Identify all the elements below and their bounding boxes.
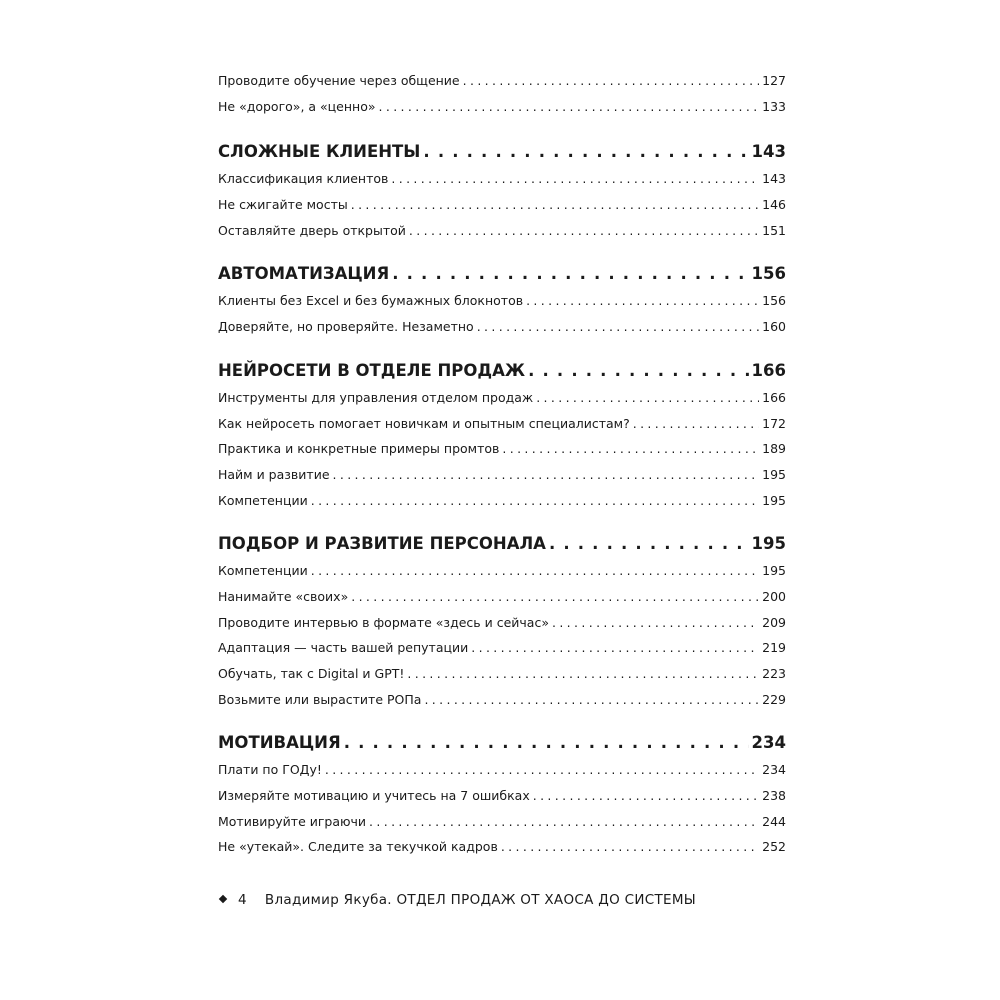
dot-leader <box>463 68 760 94</box>
toc-entry-page: 244 <box>762 813 786 829</box>
diamond-bullet-icon <box>219 895 227 903</box>
dot-leader <box>351 192 759 218</box>
toc-entry[interactable] <box>218 436 786 462</box>
toc-entry[interactable] <box>218 94 786 120</box>
toc-entry[interactable] <box>218 288 786 314</box>
toc-entry-page: 238 <box>762 788 786 804</box>
chapter-page: 166 <box>751 360 786 380</box>
dot-leader <box>526 288 759 314</box>
toc-entry[interactable] <box>218 757 786 783</box>
toc-entry-page: 133 <box>762 98 786 114</box>
toc-entry-title: Проводите интервью в формате «здесь и сейчас» <box>218 614 549 630</box>
toc-entry[interactable] <box>218 462 786 488</box>
toc-entry-title: Обучать, так с Digital и GPT! <box>218 666 405 681</box>
toc-chapter <box>218 260 786 339</box>
table-of-contents <box>218 68 786 860</box>
toc-entry-title: Практика и конкретные примеры промтов <box>218 441 500 457</box>
toc-entry-page: 200 <box>762 588 786 604</box>
toc-entry[interactable] <box>218 218 786 244</box>
toc-entry-page: 195 <box>762 563 786 579</box>
dot-leader <box>552 610 759 636</box>
toc-entry[interactable] <box>218 166 786 192</box>
dot-leader <box>423 138 748 166</box>
toc-entry[interactable] <box>218 411 786 437</box>
toc-entry-page: 223 <box>762 666 786 681</box>
toc-entry-title: Компетенции <box>218 563 308 579</box>
toc-entry[interactable] <box>218 809 786 835</box>
toc-chapter <box>218 530 786 712</box>
dot-leader <box>351 584 759 610</box>
toc-chapter <box>218 138 786 243</box>
toc-entry-page: 160 <box>762 319 786 335</box>
toc-entry[interactable] <box>218 635 786 661</box>
toc-entry[interactable] <box>218 314 786 340</box>
toc-entry[interactable] <box>218 192 786 218</box>
dot-leader <box>528 357 748 385</box>
toc-entry-page: 189 <box>762 441 786 457</box>
toc-entry-page: 166 <box>762 389 786 405</box>
toc-chapter <box>218 729 786 860</box>
chapter-title: МОТИВАЦИЯ <box>218 733 341 753</box>
dot-leader <box>392 260 748 288</box>
toc-entry-page: 209 <box>762 614 786 630</box>
toc-entry-page: 195 <box>762 492 786 508</box>
toc-entry-page: 229 <box>762 691 786 707</box>
toc-entry-page: 234 <box>762 762 786 778</box>
chapter-heading[interactable] <box>218 357 786 385</box>
dot-leader <box>407 661 759 687</box>
dot-leader <box>633 411 759 437</box>
toc-entry-title: Как нейросеть помогает новичкам и опытным специалистам? <box>218 415 630 431</box>
toc-entry[interactable] <box>218 834 786 860</box>
chapter-title: НЕЙРОСЕТИ В ОТДЕЛЕ ПРОДАЖ <box>218 360 526 380</box>
toc-entry-page: 172 <box>762 415 786 431</box>
toc-entry-title: Проводите обучение через общение <box>218 73 460 88</box>
toc-entry-page: 156 <box>762 293 786 309</box>
toc-entry[interactable] <box>218 68 786 94</box>
chapter-page: 143 <box>751 142 786 162</box>
toc-entry[interactable] <box>218 661 786 687</box>
toc-entry-title: Мотивируйте играючи <box>218 813 367 829</box>
chapter-heading[interactable] <box>218 260 786 288</box>
toc-chapter <box>218 357 786 513</box>
toc-entry[interactable] <box>218 558 786 584</box>
toc-entry-title: Классификация клиентов <box>218 171 389 187</box>
dot-leader <box>311 488 759 514</box>
chapter-title: АВТОМАТИЗАЦИЯ <box>218 264 390 284</box>
toc-entry-title: Компетенции <box>218 492 308 508</box>
toc-entry-page: 127 <box>762 73 786 88</box>
dot-leader <box>549 530 749 558</box>
chapter-title: ПОДБОР И РАЗВИТИЕ ПЕРСОНАЛА <box>218 534 546 554</box>
dot-leader <box>501 834 759 860</box>
toc-entry[interactable] <box>218 488 786 514</box>
toc-entry-page: 252 <box>762 839 786 855</box>
dot-leader <box>536 385 759 411</box>
toc-entry[interactable] <box>218 610 786 636</box>
toc-entry[interactable] <box>218 385 786 411</box>
toc-entry-page: 146 <box>762 197 786 213</box>
toc-entry[interactable] <box>218 783 786 809</box>
chapter-page: 156 <box>751 264 786 284</box>
toc-entry-title: Не «дорого», а «ценно» <box>218 98 376 114</box>
chapter-heading[interactable] <box>218 138 786 166</box>
chapter-page: 234 <box>751 733 786 753</box>
dot-leader <box>533 783 759 809</box>
toc-entry-title: Адаптация — часть вашей репутации <box>218 640 469 656</box>
chapter-heading[interactable] <box>218 530 786 558</box>
dot-leader <box>333 462 760 488</box>
dot-leader <box>379 94 760 120</box>
toc-entry[interactable] <box>218 687 786 713</box>
toc-entry-page: 195 <box>762 466 786 482</box>
dot-leader <box>502 436 759 462</box>
toc-entry-title: Возьмите или вырастите РОПа <box>218 691 422 707</box>
chapter-heading[interactable] <box>218 729 786 757</box>
toc-entry-title: Оставляйте дверь открытой <box>218 222 406 238</box>
dot-leader <box>409 218 759 244</box>
running-footer-text: Владимир Якуба. ОТДЕЛ ПРОДАЖ ОТ ХАОСА ДО СИСТЕМЫ <box>264 892 696 908</box>
dot-leader <box>369 809 759 835</box>
toc-entry-page: 143 <box>762 171 786 187</box>
toc-entry-title: Измеряйте мотивацию и учитесь на 7 ошибках <box>218 788 530 804</box>
toc-entry-title: Клиенты без Excel и без бумажных блокнотов <box>218 293 524 309</box>
chapter-title: СЛОЖНЫЕ КЛИЕНТЫ <box>218 142 421 162</box>
dot-leader <box>391 166 759 192</box>
toc-entry-title: Инструменты для управления отделом продаж <box>218 389 534 405</box>
chapter-page: 195 <box>751 534 786 554</box>
dot-leader <box>424 687 759 713</box>
page-footer <box>220 888 696 912</box>
dot-leader <box>325 757 759 783</box>
toc-entry-title: Найм и развитие <box>218 466 330 482</box>
toc-entry-title: Нанимайте «своих» <box>218 588 349 604</box>
dot-leader <box>344 729 749 757</box>
toc-entry-page: 151 <box>762 222 786 238</box>
dot-leader <box>471 635 759 661</box>
toc-entry-page: 219 <box>762 640 786 656</box>
toc-entry-title: Не сжигайте мосты <box>218 197 348 213</box>
dot-leader <box>477 314 759 340</box>
toc-entry-title: Доверяйте, но проверяйте. Незаметно <box>218 319 474 335</box>
toc-entry-title: Не «утекай». Следите за текучкой кадров <box>218 839 498 855</box>
page-number: 4 <box>238 892 247 908</box>
dot-leader <box>311 558 759 584</box>
toc-entry-title: Плати по ГОДу! <box>218 762 322 778</box>
toc-entry[interactable] <box>218 584 786 610</box>
